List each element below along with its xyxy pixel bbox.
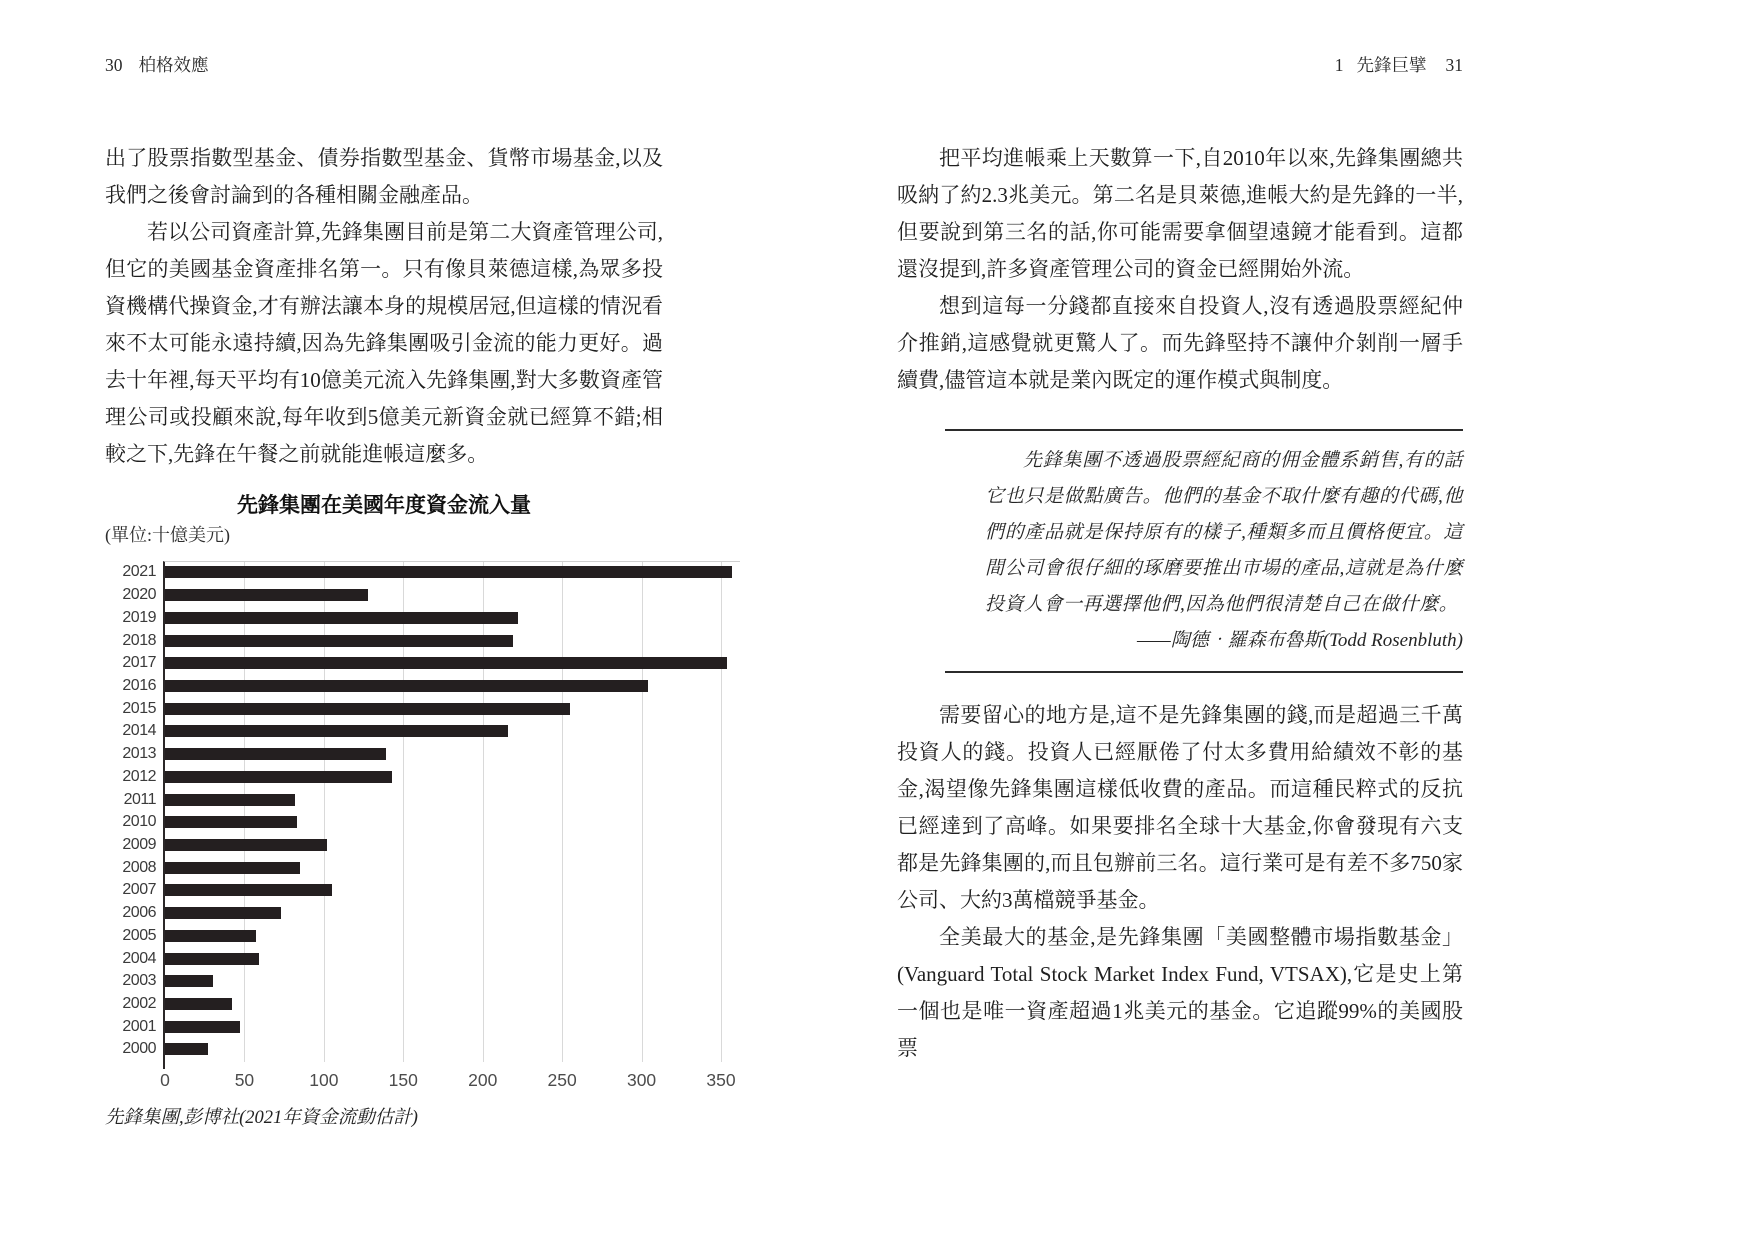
chart-row bbox=[105, 879, 745, 902]
year-label: 2002 bbox=[122, 995, 156, 1013]
year-label: 2018 bbox=[122, 631, 156, 649]
x-tick-label: 50 bbox=[234, 1070, 255, 1090]
flow-bar bbox=[165, 1021, 240, 1033]
flow-bar bbox=[165, 816, 297, 828]
x-tick-label: 250 bbox=[547, 1070, 577, 1090]
bar-track bbox=[165, 925, 740, 948]
flow-bar bbox=[165, 748, 386, 760]
flow-bar bbox=[165, 589, 368, 601]
flow-bar bbox=[165, 884, 332, 896]
year-label: 2007 bbox=[122, 881, 156, 899]
year-label: 2008 bbox=[122, 858, 156, 876]
chart-row bbox=[105, 947, 745, 970]
chart-row bbox=[105, 697, 745, 720]
chart-row bbox=[105, 675, 745, 698]
year-label: 2011 bbox=[123, 790, 156, 808]
year-label: 2001 bbox=[122, 1017, 156, 1035]
left-page-number: 30 bbox=[105, 55, 123, 75]
bar-chart bbox=[105, 561, 745, 1061]
chart-row bbox=[105, 652, 745, 675]
chapter-number: 1 bbox=[1334, 55, 1344, 75]
flow-bar bbox=[165, 566, 732, 578]
chart-unit-label: (單位:十億美元) bbox=[105, 525, 230, 545]
chart-row bbox=[105, 743, 745, 766]
year-label: 2000 bbox=[122, 1040, 156, 1058]
bar-track bbox=[165, 1015, 740, 1038]
year-label: 2015 bbox=[122, 699, 156, 717]
bar-track bbox=[165, 947, 740, 970]
flow-bar bbox=[165, 862, 300, 874]
chart-x-axis bbox=[105, 1061, 765, 1097]
body-paragraph: 需要留心的地方是,這不是先鋒集團的錢,而是超過三千萬投資人的錢。投資人已經厭倦了付太多費用給績效不彰的基金,渴望像先鋒集團這樣低收費的產品。而這種民粹式的反抗已經達到了高峰。如果要排名全球十大基金,你會發現有六支都是先鋒集團的,而且包辦前三名。這行業可是有差不多750家公司、大約3萬檔競爭基金。 bbox=[897, 703, 1463, 912]
body-paragraph: 若以公司資產計算,先鋒集團目前是第二大資產管理公司,但它的美國基金資產排名第一。只有像貝萊德這樣,為眾多投資機構代操資金,才有辦法讓本身的規模居冠,但這樣的情況看來不太可能永遠持續,因為先鋒集團吸引金流的能力更好。過去十年裡,每天平均有10億美元流入先鋒集團,對大多數資產管理公司或投顧來說,每年收到5億美元新資金就已經算不錯;相較之下,先鋒在午餐之前就能進帳這麼多。 bbox=[105, 220, 663, 466]
year-label: 2012 bbox=[122, 767, 156, 785]
chart-row bbox=[105, 811, 745, 834]
flow-bar bbox=[165, 953, 259, 965]
body-paragraph: 想到這每一分錢都直接來自投資人,沒有透過股票經紀仲介推銷,這感覺就更驚人了。而先鋒堅持不讓仲介剝削一層手續費,儘管這本就是業內既定的運作模式與制度。 bbox=[897, 294, 1463, 392]
bar-track bbox=[165, 720, 740, 743]
x-tick-label: 300 bbox=[626, 1070, 657, 1090]
year-label: 2021 bbox=[122, 563, 156, 581]
bar-track bbox=[165, 970, 740, 993]
quote-text: 先鋒集團不透過股票經紀商的佣金體系銷售,有的話它也只是做點廣告。他們的基金不取什麼有趣的代碼,他們的產品就是保持原有的樣子,種類多而且價格便宜。這間公司會很仔細的琢磨要推出市場的產品,這就是為什麼投資人會一再選擇他們,因為他們很清楚自己在做什麼。 bbox=[985, 450, 1463, 615]
left-page-column bbox=[105, 140, 736, 1131]
chart-row bbox=[105, 993, 745, 1016]
year-label: 2014 bbox=[122, 722, 156, 740]
bar-track bbox=[165, 584, 740, 607]
flow-bar bbox=[165, 839, 327, 851]
body-paragraph: 出了股票指數型基金、債券指數型基金、貨幣市場基金,以及我們之後會討論到的各種相關金融產品。 bbox=[105, 146, 663, 207]
chart-row bbox=[105, 902, 745, 925]
flow-bar bbox=[165, 998, 232, 1010]
year-label: 2005 bbox=[122, 926, 156, 944]
x-tick-label: 0 bbox=[160, 1070, 170, 1090]
chart-row bbox=[105, 834, 745, 857]
bar-track bbox=[165, 765, 740, 788]
year-label: 2016 bbox=[122, 676, 156, 694]
body-paragraph: 全美最大的基金,是先鋒集團「美國整體市場指數基金」(Vanguard Total Stock Market Index Fund, VTSAX),它是史上第一個也是唯一資產超過1兆美元的基金。它追蹤99%的美國股票 bbox=[897, 925, 1463, 1060]
bar-track bbox=[165, 697, 740, 720]
book-title: 柏格效應 bbox=[138, 55, 209, 75]
chart-row bbox=[105, 1038, 745, 1061]
bar-track bbox=[165, 675, 740, 698]
quote-attribution: ——陶德‧羅森布魯斯(Todd Rosenbluth) bbox=[1136, 630, 1463, 651]
bar-track bbox=[165, 879, 740, 902]
flow-bar bbox=[165, 1043, 208, 1055]
year-label: 2017 bbox=[122, 654, 156, 672]
year-label: 2013 bbox=[122, 745, 156, 763]
bar-track bbox=[165, 561, 740, 584]
chart-row bbox=[105, 629, 745, 652]
flow-bar bbox=[165, 975, 213, 987]
chart-row bbox=[105, 765, 745, 788]
chart-rows bbox=[105, 561, 745, 1061]
chapter-title: 先鋒巨擘 bbox=[1356, 55, 1427, 75]
flow-bar bbox=[165, 612, 518, 624]
right-page-number: 31 bbox=[1445, 55, 1463, 75]
bar-track bbox=[165, 811, 740, 834]
chart-row bbox=[105, 606, 745, 629]
bar-track bbox=[165, 993, 740, 1016]
chart-row bbox=[105, 561, 745, 584]
bar-track bbox=[165, 788, 740, 811]
chart-row bbox=[105, 788, 745, 811]
body-paragraph: 把平均進帳乘上天數算一下,自2010年以來,先鋒集團總共吸納了約2.3兆美元。第二名是貝萊德,進帳大約是先鋒的一半,但要說到第三名的話,你可能需要拿個望遠鏡才能看到。這都還沒提到,許多資產管理公司的資金已經開始外流。 bbox=[897, 146, 1463, 281]
year-label: 2020 bbox=[122, 586, 156, 604]
year-label: 2003 bbox=[122, 972, 156, 990]
flow-bar bbox=[165, 725, 508, 737]
flow-bar bbox=[165, 771, 392, 783]
bar-track bbox=[165, 652, 740, 675]
chart-title: 先鋒集團在美國年度資金流入量 bbox=[237, 494, 531, 517]
right-running-head bbox=[1335, 52, 1463, 77]
chart-row bbox=[105, 1015, 745, 1038]
right-page-column bbox=[897, 140, 1463, 1067]
chart-row bbox=[105, 856, 745, 879]
year-label: 2010 bbox=[122, 813, 156, 831]
chart-source: 先鋒集團,彭博社(2021年資金流動估計) bbox=[105, 1108, 418, 1128]
bar-track bbox=[165, 629, 740, 652]
x-tick-label: 350 bbox=[706, 1070, 736, 1090]
bar-track bbox=[165, 606, 740, 629]
bar-track bbox=[165, 834, 740, 857]
chart-row bbox=[105, 584, 745, 607]
flow-bar bbox=[165, 657, 727, 669]
flow-bar bbox=[165, 703, 570, 715]
bar-track bbox=[165, 856, 740, 879]
flow-bar bbox=[165, 680, 648, 692]
flow-bar bbox=[165, 930, 256, 942]
flow-bar bbox=[165, 635, 513, 647]
pull-quote bbox=[945, 429, 1463, 673]
year-label: 2004 bbox=[122, 949, 156, 967]
year-label: 2006 bbox=[122, 904, 156, 922]
bar-track bbox=[165, 743, 740, 766]
flow-bar bbox=[165, 907, 281, 919]
year-label: 2009 bbox=[122, 835, 156, 853]
chart-row bbox=[105, 970, 745, 993]
chart-row bbox=[105, 720, 745, 743]
flow-bar bbox=[165, 794, 295, 806]
x-tick-label: 200 bbox=[468, 1070, 498, 1090]
x-tick-label: 100 bbox=[309, 1070, 339, 1090]
x-tick-label: 150 bbox=[388, 1070, 418, 1090]
bar-track bbox=[165, 902, 740, 925]
year-label: 2019 bbox=[122, 608, 156, 626]
chart-row bbox=[105, 925, 745, 948]
bar-track bbox=[165, 1038, 740, 1061]
left-running-head bbox=[105, 52, 209, 77]
